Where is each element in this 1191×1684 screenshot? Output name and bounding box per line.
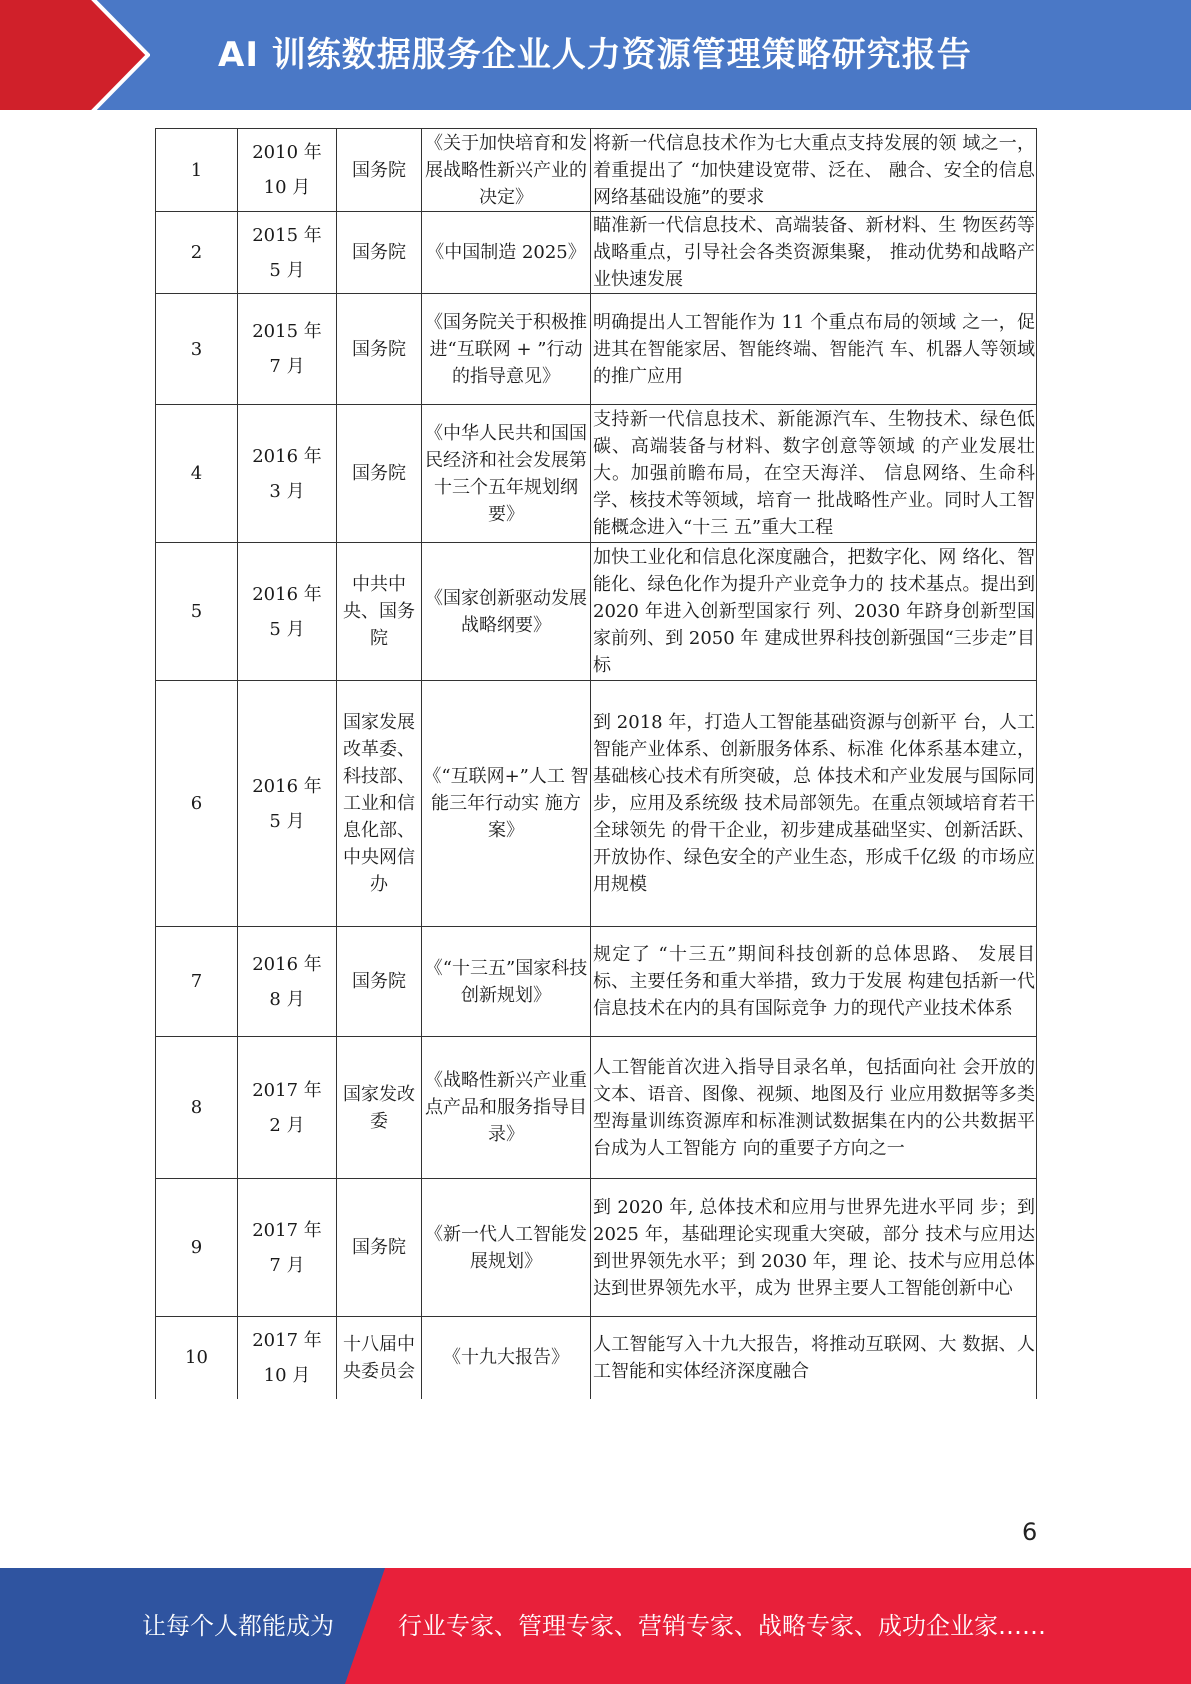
issue-month: 7 月 (269, 356, 305, 377)
document-name: 《关于加快培育和发展战略性新兴产业的决定》 (422, 129, 591, 212)
issuing-body: 十八届中央委员会 (337, 1317, 422, 1399)
row-number: 7 (156, 927, 238, 1037)
policy-content: 到 2020 年, 总体技术和应用与世界先进水平同 步；到 2025 年，基础理论实现重大突破，部分 技术与应用达到世界领先水平；到 2030 年，理 论、技术与应用总体达到世界领先水平，成为 世界主要人工智能创新中心 (591, 1179, 1037, 1317)
page-number: 6 (1022, 1518, 1038, 1546)
table-row (156, 1317, 1037, 1399)
issue-year: 2010 年 (252, 142, 322, 163)
issue-year: 2017 年 (252, 1329, 322, 1351)
document-name: 《中华人民共和国国民经济和社会发展第十三个五年规划纲要》 (422, 405, 591, 543)
issue-month: 3 月 (269, 480, 305, 502)
table-row (156, 294, 1037, 405)
issuing-body: 国家发展改革委、科技部、工业和信息化部、中央网信办 (337, 681, 422, 927)
row-number: 1 (156, 129, 238, 212)
issuing-body: 国务院 (337, 405, 422, 543)
row-number: 8 (156, 1037, 238, 1179)
row-number: 2 (156, 212, 238, 294)
issue-year: 2015 年 (252, 224, 322, 246)
table-row (156, 543, 1037, 681)
table-row (156, 129, 1037, 212)
issuing-body: 国务院 (337, 129, 422, 212)
report-title: AI 训练数据服务企业人力资源管理策略研究报告 (218, 35, 972, 75)
page-header (0, 0, 1191, 110)
issue-date (238, 1037, 337, 1179)
policy-content: 规定了 “十三五”期间科技创新的总体思路、 发展目标、主要任务和重大举措，致力于发展 构建包括新一代信息技术在内的具有国际竞争 力的现代产业技术体系 (591, 927, 1037, 1037)
issuing-body: 国家发改委 (337, 1037, 422, 1179)
issue-year: 2017 年 (252, 1219, 322, 1241)
issue-year: 2017 年 (252, 1079, 322, 1101)
policy-content: 人工智能写入十九大报告，将推动互联网、大 数据、人工智能和实体经济深度融合 (591, 1317, 1037, 1399)
issue-date (238, 681, 337, 927)
issue-date (238, 405, 337, 543)
table-row (156, 927, 1037, 1037)
footer-slogan-right: 行业专家、管理专家、营销专家、战略专家、成功企业家…… (398, 1612, 1046, 1640)
document-name: 《“十三五”国家科技创新规划》 (422, 927, 591, 1037)
issue-date (238, 1179, 337, 1317)
issue-date (238, 1317, 337, 1399)
issue-month: 5 月 (269, 259, 305, 281)
document-name: 《国务院关于积极推进“互联网 + ”行动的指导意见》 (422, 294, 591, 405)
issuing-body: 国务院 (337, 212, 422, 294)
issue-month: 10 月 (263, 1364, 311, 1386)
policy-content: 支持新一代信息技术、新能源汽车、生物技术、绿色低碳、高端装备与材料、数字创意等领域 的产业发展壮大。加强前瞻布局，在空天海洋、 信息网络、生命科学、核技术等领域，培育一 批战略性产业。同时人工智能概念进入“十三 五”重大工程 (591, 405, 1037, 543)
issue-month: 5 月 (269, 618, 305, 640)
policy-table (155, 128, 1037, 1399)
document-name: 《新一代人工智能发展规划》 (422, 1179, 591, 1317)
policy-content: 人工智能首次进入指导目录名单，包括面向社 会开放的文本、语音、图像、视频、地图及行 业应用数据等多类型海量训练资源库和标准测试数据集在内的公共数据平台成为人工智能方 向的重要子方向之一 (591, 1037, 1037, 1179)
row-number: 3 (156, 294, 238, 405)
issue-date (238, 543, 337, 681)
issuing-body: 国务院 (337, 927, 422, 1037)
document-name: 《十九大报告》 (422, 1317, 591, 1399)
table-row (156, 1179, 1037, 1317)
policy-content: 将新一代信息技术作为七大重点支持发展的领 域之一，着重提出了 “加快建设宽带、泛在、 融合、安全的信息网络基础设施”的要求 (591, 129, 1037, 212)
document-name: 《“互联网+”人工 智能三年行动实 施方案》 (422, 681, 591, 927)
issuing-body: 国务院 (337, 1179, 422, 1317)
row-number: 9 (156, 1179, 238, 1317)
issue-date (238, 212, 337, 294)
table-row (156, 405, 1037, 543)
row-number: 6 (156, 681, 238, 927)
header-arrow-decoration (0, 0, 150, 110)
issue-month: 8 月 (269, 988, 305, 1010)
issue-date (238, 129, 337, 212)
policy-content: 加快工业化和信息化深度融合，把数字化、网 络化、智能化、绿色化作为提升产业竞争力的 技术基点。提出到 2020 年进入创新型国家行 列、2030 年跻身创新型国家前列、到 2050 年 建成世界科技创新强国“三步走”目标 (591, 543, 1037, 681)
document-name: 《中国制造 2025》 (422, 212, 591, 294)
issue-month: 5 月 (269, 810, 305, 832)
issue-year: 2015 年 (252, 321, 322, 342)
issue-date (238, 294, 337, 405)
document-name: 《战略性新兴产业重点产品和服务指导目录》 (422, 1037, 591, 1179)
row-number: 10 (156, 1317, 238, 1399)
table-row (156, 212, 1037, 294)
document-name: 《国家创新驱动发展战略纲要》 (422, 543, 591, 681)
row-number: 4 (156, 405, 238, 543)
footer-slogan-left: 让每个人都能成为 (142, 1612, 334, 1640)
issue-year: 2016 年 (252, 953, 322, 975)
issue-year: 2016 年 (252, 583, 322, 605)
policy-content: 到 2018 年，打造人工智能基础资源与创新平 台，人工智能产业体系、创新服务体系、标准 化体系基本建立，基础核心技术有所突破，总 体技术和产业发展与国际同步，应用及系统级 技术局部领先。在重点领域培育若干全球领先 的骨干企业，初步建成基础坚实、创新活跃、 开放协作、绿色安全的产业生态，形成千亿级 的市场应用规模 (591, 681, 1037, 927)
row-number: 5 (156, 543, 238, 681)
issue-year: 2016 年 (252, 445, 322, 467)
table-row (156, 681, 1037, 927)
policy-content: 明确提出人工智能作为 11 个重点布局的领域 之一，促进其在智能家居、智能终端、智能汽 车、机器人等领域的推广应用 (591, 294, 1037, 405)
issue-month: 7 月 (269, 1254, 305, 1276)
issue-month: 2 月 (269, 1114, 305, 1136)
table-row (156, 1037, 1037, 1179)
issuing-body: 国务院 (337, 294, 422, 405)
issuing-body: 中共中央、国务院 (337, 543, 422, 681)
issue-year: 2016 年 (252, 775, 322, 797)
policy-content: 瞄准新一代信息技术、高端装备、新材料、生 物医药等战略重点，引导社会各类资源集聚， 推动优势和战略产业快速发展 (591, 212, 1037, 294)
issue-month: 10 月 (263, 177, 311, 198)
page-footer (0, 1568, 1191, 1684)
issue-date (238, 927, 337, 1037)
